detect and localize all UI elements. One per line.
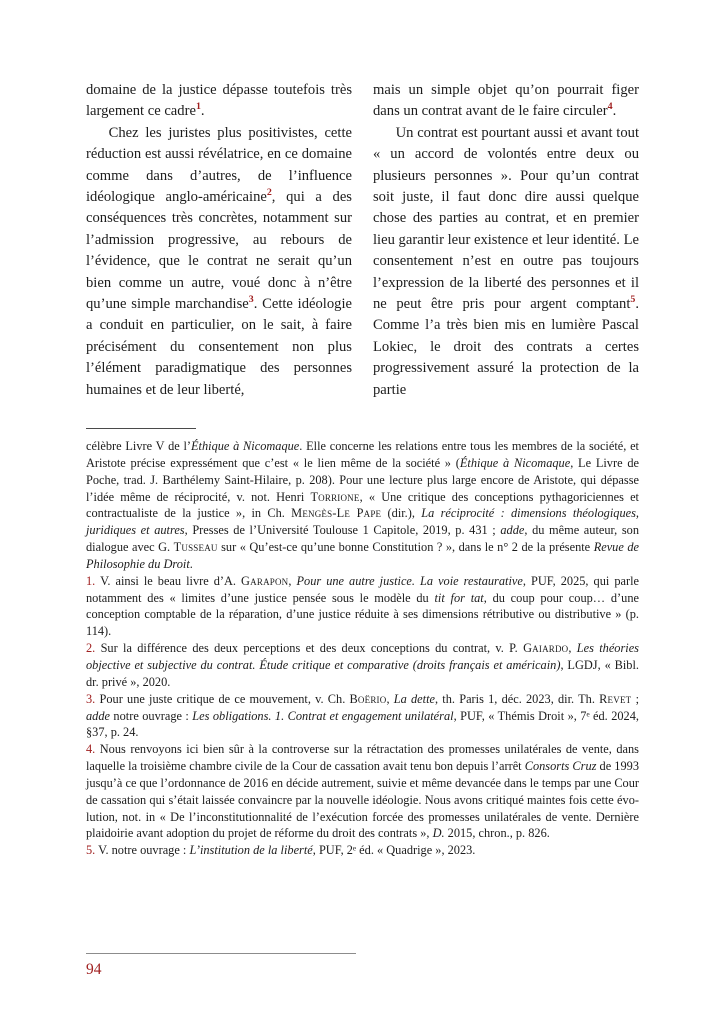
footnote-entry bbox=[86, 640, 639, 691]
italic-title: Les obligations. 1. Contrat et engagement unilatéral bbox=[192, 708, 454, 723]
footnote-number: 5. bbox=[86, 843, 96, 858]
body-paragraph bbox=[86, 80, 352, 123]
italic-title: tit for tat bbox=[434, 590, 484, 605]
italic-title: Éthique à Nicomaque bbox=[459, 455, 571, 470]
text-run: . bbox=[612, 103, 617, 120]
text-run: , du même auteur, son dialogue avec G. bbox=[86, 523, 639, 555]
footnote-separator-rule bbox=[86, 428, 196, 429]
text-run: , bbox=[386, 691, 394, 706]
italic-title: D. bbox=[432, 826, 445, 841]
italic-title: Les théories objective et subjective du contrat. Étude critique et comparative (droits français et américain) bbox=[86, 641, 639, 672]
body-paragraph bbox=[373, 123, 639, 401]
body-paragraph bbox=[86, 123, 352, 401]
author-name: Mengès-Le Pape bbox=[291, 506, 382, 521]
italic-title: Pour une autre justice. La voie restaurative bbox=[296, 573, 523, 588]
footnote-number: 1. bbox=[86, 573, 96, 588]
footnote-number: 2. bbox=[86, 641, 96, 656]
italic-title: Éthique à Nicomaque bbox=[191, 439, 300, 453]
italic-title: Consorts Cruz bbox=[524, 759, 597, 774]
footnote-reference[interactable]: 4 bbox=[607, 101, 613, 113]
footnote-entry bbox=[86, 691, 639, 742]
footnote-entry bbox=[86, 842, 639, 859]
footnote-continuation bbox=[86, 438, 639, 573]
text-run: de 1993 jusqu’à ce que l’ordonnance de 2016 en décide autrement, suivie et même devancée dans le temps par une Cour de cassation qui s’était laissée convaincre par la nouvelle idéologie. Nous avons critiqué maintes fois cette évolution, not. in « De l’inconstitutionnalité de l’exécution forcée des promesses unilatérales de vente. Dernière plaidoirie avant adoption du projet de réforme du droit des contrats », bbox=[86, 759, 639, 841]
footnotes-area bbox=[86, 438, 639, 859]
author-name: Tusseau bbox=[173, 540, 218, 555]
text-run: , PUF, 2ᵉ éd. « Quadrige », 2023. bbox=[312, 843, 476, 858]
italic-title: L’institution de la liberté bbox=[189, 843, 313, 858]
text-run: célèbre Livre V de l’ bbox=[86, 439, 191, 453]
text-run: 2015, chron., p. 826. bbox=[444, 826, 550, 841]
text-run: , Le Livre de Poche, trad. J. Barthélemy Saint-Hilaire, p. 208). Pour une lecture plus large encore de Aristote, qui dépasse l’idée même de réciprocité, v. not. Henri bbox=[86, 455, 639, 504]
body-paragraph bbox=[373, 80, 639, 123]
text-run: . bbox=[200, 103, 205, 120]
italic-title: La réciprocité : dimensions théologiques, juridiques et autres bbox=[86, 506, 639, 538]
italic-title: Revue de Philosophie du Droit bbox=[86, 540, 639, 571]
author-name: Torrione bbox=[310, 489, 360, 504]
text-run: . bbox=[189, 556, 193, 571]
text-run: sur « Qu’est-ce qu’une bonne Constitution ? », dans le n° 2 de la présente bbox=[217, 540, 594, 555]
body-column-right bbox=[373, 80, 639, 401]
text-run: Sur la différence des deux perceptions et des deux conceptions du contrat, v. P. bbox=[95, 641, 524, 656]
text-run: , bbox=[288, 573, 297, 588]
text-run: Chez les juristes plus positivistes, cette réduction est aussi révélatrice, en ce domaine comme dans d’autres, de l’influence idéologique anglo-américaine bbox=[86, 124, 352, 206]
text-run: , du coup pour coup… d’une conception comptable de la réparation, d’une justice réduite à ses dimensions rétributive ou distributive » (p. 114). bbox=[86, 590, 639, 639]
footnote-number: 3. bbox=[86, 691, 96, 706]
text-run: , th. Paris 1, déc. 2023, dir. Th. bbox=[435, 691, 600, 706]
text-run: V. ainsi le beau livre d’A. bbox=[95, 573, 242, 588]
text-run: domaine de la justice dépasse toutefois très largement ce cadre bbox=[86, 82, 352, 120]
text-run: Nous renvoyons ici bien sûr à la controverse sur la rétractation des promesses unilatérales de vente, dans laquelle la troisième chambre civile de la Cour de cassation avait tenu bon depuis l’arrêt bbox=[86, 742, 639, 774]
text-run: , PUF, « Thémis Droit », 7ᵉ éd. 2024, §37, p. 24. bbox=[86, 708, 639, 740]
body-text-area bbox=[86, 80, 639, 401]
author-name: Garapon bbox=[241, 573, 289, 588]
page-number: 94 bbox=[86, 961, 102, 978]
author-name: Boërio bbox=[349, 691, 387, 706]
footnote-reference[interactable]: 1 bbox=[195, 101, 201, 113]
footnote-reference[interactable]: 2 bbox=[266, 187, 272, 199]
footer-rule bbox=[86, 953, 356, 954]
italic-title: adde bbox=[86, 708, 110, 723]
text-run: Un contrat est pourtant aussi et avant tout « un accord de volontés entre deux ou plusieurs personnes ». Pour qu’un contrat soit juste, il faut donc dire aussi quelque chose des parties au contrat, et en premier lieu garantir leur existence et leur identité. Le consentement n’est en outre pas toujours l’expression de la liberté des personnes et il ne peut être pris pour argent comptant bbox=[373, 124, 639, 313]
body-column-left bbox=[86, 80, 352, 401]
text-run: , bbox=[568, 641, 577, 656]
text-run: Pour une juste critique de ce mouvement, v. Ch. bbox=[95, 691, 350, 706]
footnote-entry bbox=[86, 741, 639, 842]
text-run: V. notre ouvrage : bbox=[95, 843, 190, 858]
text-run: notre ouvrage : bbox=[110, 708, 193, 723]
text-run: . Elle concerne les relations entre tous les membres de la société, et Aristote précise expressément que c’est « le lien même de la société » ( bbox=[86, 439, 639, 470]
footnote-entry bbox=[86, 573, 639, 640]
italic-title: La dette bbox=[393, 691, 435, 706]
author-name: Revet bbox=[599, 691, 632, 706]
text-run: , PUF, 2025, qui parle notamment des « limites d’une justice pensée sous le modèle du bbox=[86, 573, 640, 605]
footnote-reference[interactable]: 5 bbox=[630, 294, 636, 306]
footnote-reference[interactable]: 3 bbox=[248, 294, 254, 306]
text-run: , Presses de l’Université Toulouse 1 Capitole, 2019, p. 431 ; bbox=[184, 523, 501, 538]
text-run: mais un simple objet qu’on pourrait figer dans un contrat avant de le faire circuler bbox=[373, 82, 639, 120]
text-run: . Comme l’a très bien mis en lumière Pascal Lokiec, le droit des contrats a certes progressivement assuré la protection de la partie bbox=[373, 296, 639, 398]
text-run: , LGDJ, « Bibl. dr. privé », 2020. bbox=[86, 657, 639, 689]
author-name: Gaiardo bbox=[523, 641, 569, 656]
text-run: , « Une critique des conceptions pythagoriciennes et contractualiste de la justice », in Ch. bbox=[86, 489, 639, 521]
text-run: ; bbox=[631, 691, 640, 706]
footnote-number: 4. bbox=[86, 742, 96, 757]
text-run: , qui a des conséquences très concrètes, notamment sur l’admission progressive, au rebours de l’évidence, que le contrat ne serait qu’un bien comme un autre, voué donc à n’être qu’une simple marchandise bbox=[86, 189, 352, 313]
italic-title: adde bbox=[500, 523, 525, 538]
text-run: . Cette idéologie a conduit en particulier, on le sait, à faire précisément du consentement non plus l’élément paradigmatique des personnes humaines et de leur liberté, bbox=[86, 296, 352, 398]
text-run: (dir.), bbox=[381, 506, 422, 521]
